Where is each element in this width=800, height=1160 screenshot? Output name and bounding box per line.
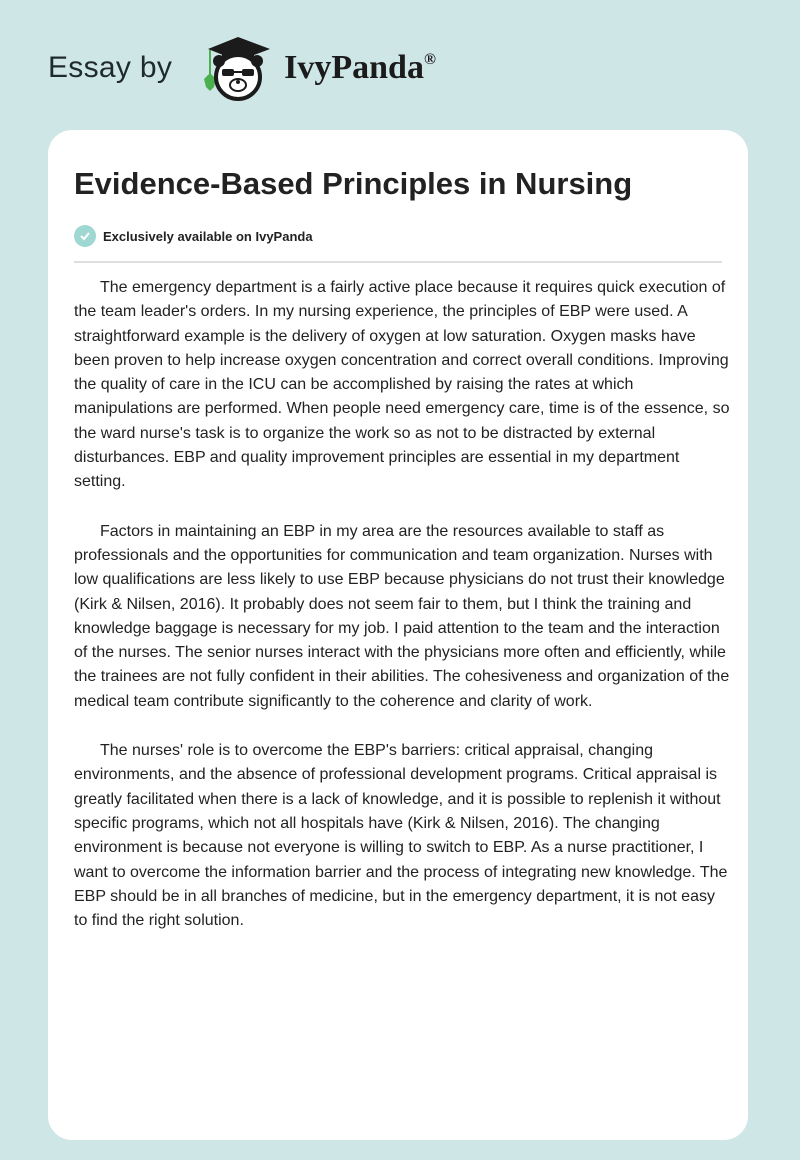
brand-text: IvyPanda bbox=[284, 49, 424, 86]
essay-body bbox=[74, 276, 730, 958]
brand-name[interactable] bbox=[284, 49, 436, 87]
paragraph: Factors in maintaining an EBP in my area are the resources available to staff as professionals and the opportunities for communication and team organization. Nurses with low qualifications are less likely to use EBP because physicians do not trust their knowledge (Kirk & Nilsen, 2016). It probably does not seem fair to them, but I think the training and knowledge baggage is necessary for my job. I paid attention to the team and the interaction of the nurses. The senior nurses interact with the physicians more often and efficiently, while the trainees are not fully confident in their abilities. The cohesiveness and organization of the medical team contribute significantly to the coherence and clarity of work. bbox=[74, 522, 730, 710]
essay-by-label: Essay by bbox=[48, 51, 173, 84]
page-title: Evidence-Based Principles in Nursing bbox=[74, 166, 633, 201]
paragraph: The nurses' role is to overcome the EBP's barriers: critical appraisal, changing environments, and the absence of professional development programs. Critical appraisal is greatly facilitated when there is a lack of knowledge, and it is possible to replenish it without specific programs, which not all hospitals have (Kirk & Nilsen, 2016). The changing environment is because not everyone is willing to switch to EBP. As a nurse practitioner, I want to overcome the information barrier and the process of integrating new knowledge. The EBP should be in all branches of medicine, but in the emergency department, it is not easy to find the right solution. bbox=[74, 742, 728, 930]
badge-text: Exclusively available on IvyPanda bbox=[103, 228, 313, 244]
check-icon bbox=[74, 225, 96, 247]
paragraph: The emergency department is a fairly active place because it requires quick execution of the team leader's orders. In my nursing experience, the principles of EBP were used. A straightforward example is the delivery of oxygen at low saturation. Oxygen masks have been proven to help increase oxygen concentration and correct overall conditions. Improving the quality of care in the ICU can be accomplished by raising the rates at which manipulations are performed. When people need emergency care, time is of the essence, so the ward nurse's task is to organize the work so as not to be distracted by external disturbances. EBP and quality improvement principles are essential in my department setting. bbox=[74, 279, 730, 491]
site-header bbox=[48, 36, 436, 100]
panda-logo-icon[interactable] bbox=[190, 33, 278, 103]
registered-mark: ® bbox=[423, 51, 436, 68]
divider bbox=[74, 261, 722, 263]
exclusive-badge bbox=[74, 225, 313, 247]
essay-card bbox=[48, 130, 748, 1140]
